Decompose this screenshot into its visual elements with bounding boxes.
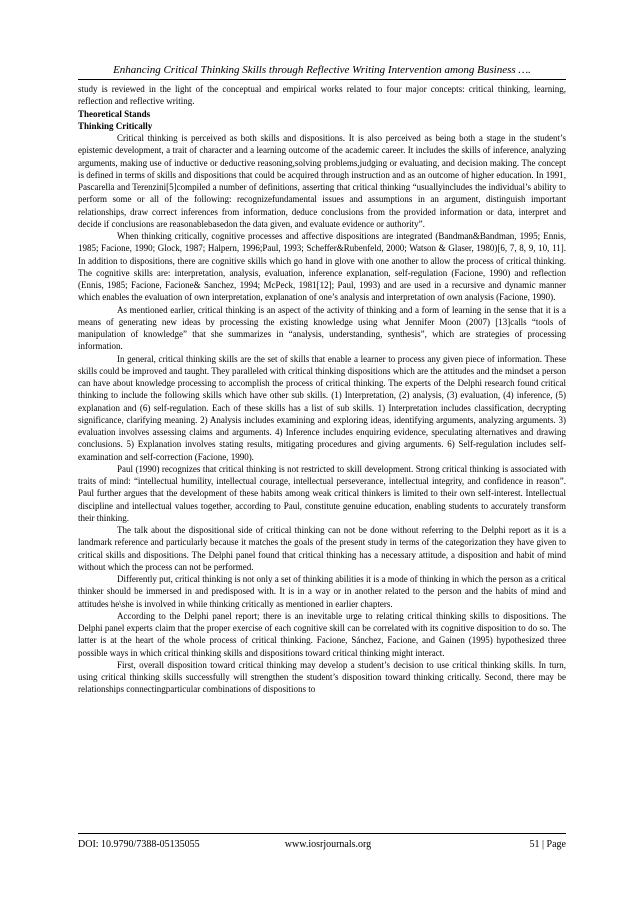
body-paragraph: According to the Delphi panel report; there is an inevitable urge to relating critical thinking skills to dispositions. The Delphi panel experts claim that the proper exercise of each cognitive skill can be correlated with its cognitive disposition to do so. The latter is at the heart of the whole process of critical thinking. Facione, Sánchez, Facione, and Gainen (1995) hypothesized three possible ways in which critical thinking skills and dispositions toward critical thinking might interact. — [78, 610, 566, 658]
footer-doi: DOI: 10.9790/7388-05135055 — [78, 839, 200, 850]
body-paragraph: Critical thinking is perceived as both skills and dispositions. It is also perceived as being both a stage in the student’s epistemic development, a trait of character and a learning outcome of the academic career. It includes the skills of inference, analyzing arguments, making use of inductive or deductive reasoning,solving problems,judging or evaluating, and decision making. The concept is defined in terms of skills and dispositions that could be acquired through instruction and as an outcome of higher education. In 1991, Pascarella and Terenzini[5]compiled a number of definitions, asserting that critical thinking “usuallyincludes the individual’s ability to perform some or all of the following: recognizefundamental issues and assumptions in an argument, distinguish important relationships, draw correct inferences from information, deduce conclusions from the provided information or data, interpret and decide if conclusions are reasonablebasedon the data given, and evaluate evidence or authority”. — [78, 133, 566, 229]
body-paragraph: Paul (1990) recognizes that critical thinking is not restricted to skill development. Strong critical thinking is associated with traits of mind: “intellectual humility, intellectual courage, intellectual perseverance, intellectual integrity, and confidence in reason”. Paul further argues that the development of these habits among weak critical thinkers is limited to their own self-interest. Intellectual discipline and intellectual values together, according to Paul, constitute genuine education, enabling students to accurately transform their thinking. — [78, 463, 566, 523]
footer-website: www.iosrjournals.org — [284, 839, 372, 850]
body-paragraph: In general, critical thinking skills are the set of skills that enable a learner to process any given piece of information. These skills could be improved and taught. They paralleled with critical thinking dispositions which are the attitudes and the mindset a person can have about knowledge processing to accomplish the process of critical thinking. The experts of the Delphi research found critical thinking to include the following skills which have other sub skills. (1) Interpretation, (2) analysis, (3) evaluation, (4) inference, (5) explanation and (6) self-regulation. Each of these skills has a list of sub skills. 1) Interpretation includes classification, decrypting significance, clarifying meaning. 2) Analysis includes examining and exploring ideas, identifying arguments, analyzing arguments. 3) evaluation involves assessing claims and arguments. 4) Inference includes enquiring evidence, speculating alternatives and drawing conclusions. 5) Explanation involves stating results, mitigating procedures and giving arguments. 6) Self-regulation includes self-examination and self-correction (Facione, 1990). — [78, 353, 566, 462]
article-body — [78, 83, 566, 696]
body-paragraph: The talk about the dispositional side of critical thinking can not be done without referring to the Delphi report as it is a landmark reference and particularly because it matches the goals of the present study in terms of the categorization they have given to critical skills and dispositions. The Delphi panel found that critical thinking has a necessary attitude, a disposition and habit of mind without which the process can not be performed. — [78, 525, 566, 572]
section-heading: Thinking Critically — [78, 120, 153, 131]
footer-page-number: 51 | Page — [529, 839, 566, 850]
header-divider — [78, 79, 566, 80]
body-paragraph: First, overall disposition toward critical thinking may develop a student’s decision to use critical thinking skills. In turn, using critical thinking skills successfully will strengthen the student’s disposition toward thinking critically. Second, there may be relationships connectingparticular combinations of dispositions to — [78, 659, 566, 695]
body-paragraph: When thinking critically, cognitive processes and affective dispositions are integrated (Bandman&Bandman, 1995; Ennis, 1985; Facione, 1990; Glock, 1987; Halpern, 1996;Paul, 1993; Scheffer&Rubenfeld, 2000; Watson & Glaser, 1980)[6, 7, 8, 9, 10, 11]. In addition to dispositions, there are cognitive skills which go hand in glove with one another to allow the process of critical thinking. The cognitive skills are: interpretation, analysis, evaluation, inference explanation, self-regulation (Facione, 1990) and reflection (Ennis, 1985; Facione, Facione& Sanchez, 1994; McPeck, 1981[12]; Paul, 1993) and are used in a recursive and dynamic manner which enables the evaluation of own interpretation, explanation of one’s analysis and interpretation of own analysis (Facione, 1990). — [78, 231, 566, 303]
body-paragraph: As mentioned earlier, critical thinking is an aspect of the activity of thinking and a form of learning in the sense that it is a means of generating new ideas by processing the existing knowledge using what Jennifer Moon (2007) [13]calls “tools of manipulation of knowledge” that she summarizes in “analysis, understanding, synthesis”, which are strategies of processing information. — [78, 304, 566, 352]
page-footer — [78, 838, 566, 852]
body-paragraph: Differently put, critical thinking is not only a set of thinking abilities it is a mode of thinking in which the person as a critical thinker should be immersed in and predisposed with. It is in a way or in another related to the person and the habits of mind and attitudes he\she is involved in while thinking critically as mentioned in earlier chapters. — [78, 574, 566, 609]
running-header: Enhancing Critical Thinking Skills through Reflective Writing Intervention among Business …. — [113, 64, 531, 76]
footer-divider — [78, 833, 566, 834]
body-paragraph: study is reviewed in the light of the conceptual and empirical works related to four major concepts: critical thinking, learning, reflection and reflective writing. — [78, 84, 566, 107]
section-heading: Theoretical Stands — [78, 108, 151, 119]
